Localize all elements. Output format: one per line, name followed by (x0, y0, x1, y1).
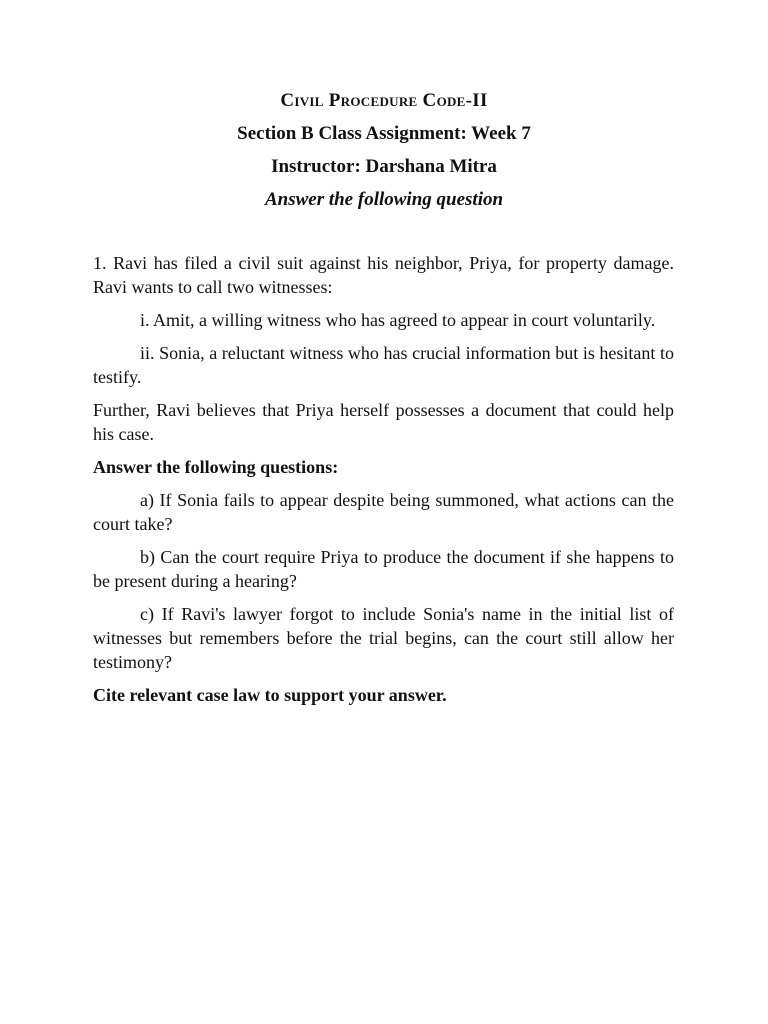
instruction-text: Answer the following question (264, 189, 504, 210)
further-paragraph: Further, Ravi believes that Priya herself possesses a document that could help his case. (93, 400, 674, 444)
witness-item: i. Amit, a willing witness who has agreed to appear in court voluntarily. (140, 310, 656, 330)
sub-question: b) Can the court require Priya to produce the document if she happens to be present during a hearing? (93, 547, 674, 591)
course-title: Civil Procedure Code-II (280, 90, 488, 111)
document-header (0, 84, 768, 216)
closing-instruction: Cite relevant case law to support your answer. (93, 685, 447, 705)
question-intro: 1. Ravi has filed a civil suit against his neighbor, Priya, for property damage. Ravi wants to call two witnesses: (93, 253, 674, 297)
question-body (93, 251, 674, 716)
assignment-title: Section B Class Assignment: Week 7 (237, 123, 531, 144)
sub-question: c) If Ravi's lawyer forgot to include Sonia's name in the initial list of witnesses but remembers before the trial begins, can the court still allow her testimony? (93, 604, 674, 672)
sub-questions-heading: Answer the following questions: (93, 457, 339, 477)
sub-question: a) If Sonia fails to appear despite being summoned, what actions can the court take? (93, 490, 674, 534)
witness-item: ii. Sonia, a reluctant witness who has crucial information but is hesitant to testify. (93, 343, 674, 387)
instructor-name: Instructor: Darshana Mitra (271, 156, 497, 177)
